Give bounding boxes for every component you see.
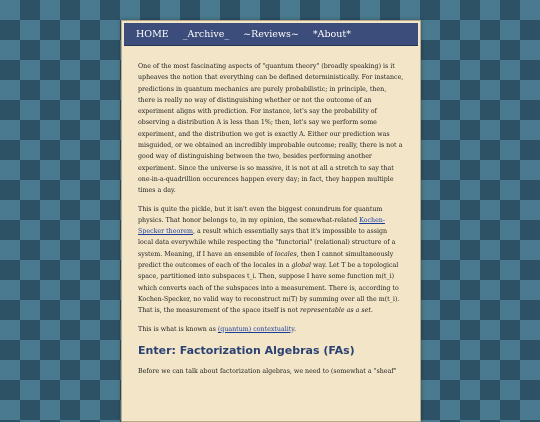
emphasis-representable: representable as a set (300, 307, 371, 315)
paragraph-kochen-specker: This is quite the pickle, but it isn't even the biggest conundrum for quantum physics. That honor belongs to, in my opinion, the somewhat-related Kochen-Specker theorem, a result which essentially says that it's impossible to assign local data everywhile while respecting the "functorial" (relational) structure of a system. Meaning, if I have an ensemble of locales, then I cannot simultaneously predict the outcomes of each of the locales in a global way. Let T be a topological space, partitioned into subspaces t_i. Then, suppose I have some function m(t_i) which converts each of the subspaces into a measurement. There is, according to Kochen-Specker, no valid way to reconstruct m(T) by summing over all the m(t_i). That is, the measurement of the space itself is not representable as a set. (138, 205, 400, 315)
kochen-specker-link[interactable]: Kochen-Specker theorem (138, 216, 385, 236)
content-panel (121, 20, 421, 422)
contextuality-link[interactable]: (quantum) contextuality (217, 325, 294, 333)
nav-home-link[interactable]: HOME (136, 28, 169, 40)
nav-about-link[interactable]: *About* (312, 28, 351, 40)
nav-reviews-link[interactable]: ~Reviews~ (243, 28, 299, 40)
paragraph-intro: One of the most fascinating aspects of "quantum theory" (broadly speaking) is it upheaves the notion that everything can be defined deterministically. For instance, predictions in quantum mechanics are purely probabilistic; in principle, then, there is really no way of distinguishing whether or not the outcome of an experiment aligns with prediction. For instance, let's say the probability of observing a distribution A is less than 1%; then, let's say we perform some experiment, and the distribution we get is exactly A. Either our prediction was misguided, or we obtained an incredibly improbable outcome; really, there is not a good way of distinguishing between the two, besides performing another experiment. Since the universe is so massive, it is not at all a stretch to say that one-in-a-quadrillion occurences happen every day; in fact, they happen multiple times a day. (138, 63, 404, 195)
article-body (138, 61, 404, 384)
emphasis-global: global (291, 262, 311, 270)
emphasis-locales: locales (274, 250, 297, 258)
section-heading: Enter: Factorization Algebras (FAs) (138, 343, 355, 357)
top-nav (124, 23, 418, 46)
nav-archive-link[interactable]: _Archive_ (182, 28, 230, 40)
paragraph-contextuality: This is what is known as (quantum) contextuality. (138, 325, 297, 333)
paragraph-factorization: Before we can talk about factorization algebras, we need to (somewhat a "sheaf" (138, 368, 397, 376)
